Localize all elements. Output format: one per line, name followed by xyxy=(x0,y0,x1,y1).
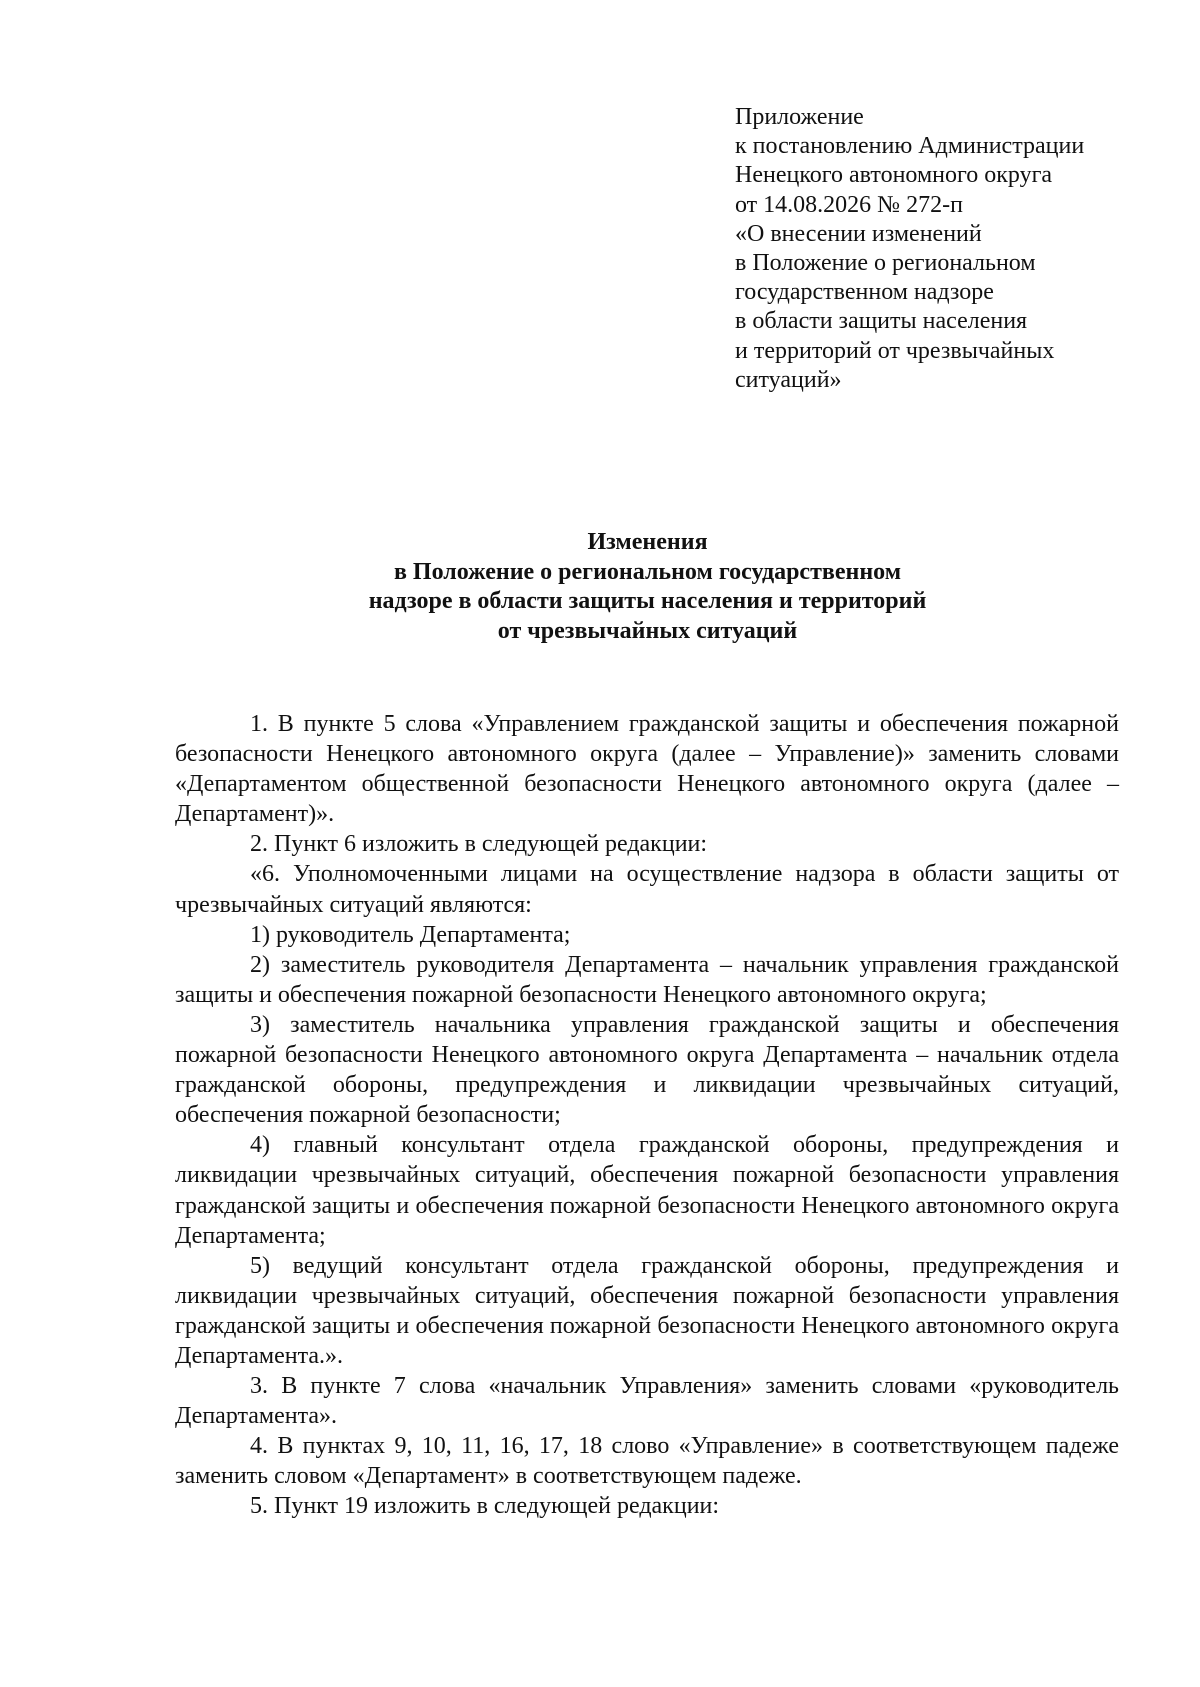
appendix-header xyxy=(735,103,1155,395)
document-body xyxy=(175,709,1119,1522)
appendix-line: «О внесении изменений xyxy=(735,220,982,247)
amendment-item-1: 1. В пункте 5 слова «Управлением гражданской защиты и обеспечения пожарной безопасности Ненецкого автономного округа (далее – Управление)» заменить словами «Департаментом общественной безопасности Ненецкого автономного округа (далее – Департамент)». xyxy=(175,711,1119,828)
appendix-line: к постановлению Администрации xyxy=(735,133,1085,160)
appendix-line: государственном надзоре xyxy=(735,279,994,306)
amendment-item-5: 5. Пункт 19 изложить в следующей редакции: xyxy=(250,1493,720,1520)
subclause-3: 3) заместитель начальника управления гражданской защиты и обеспечения пожарной безопасности Ненецкого автономного округа Департамента – начальник отдела гражданской обороны, предупреждения и ликвидации чрезвычайных ситуаций, обеспечения пожарной безопасности; xyxy=(175,1011,1119,1129)
subclause-1: 1) руководитель Департамента; xyxy=(250,921,571,948)
quoted-clause-6: «6. Уполномоченными лицами на осуществление надзора в области защиты от чрезвычайных ситуаций являются: xyxy=(175,861,1119,918)
appendix-line: от 14.08.2026 № 272-п xyxy=(735,191,963,218)
amendment-item-2: 2. Пункт 6 изложить в следующей редакции: xyxy=(250,831,708,858)
title-line: надзоре в области защиты населения и территорий xyxy=(368,588,927,614)
subclause-2: 2) заместитель руководителя Департамента – начальник управления гражданской защиты и обеспечения пожарной безопасности Ненецкого автономного округа; xyxy=(175,951,1119,1008)
appendix-line: и территорий от чрезвычайных xyxy=(735,337,1055,364)
appendix-line: в Положение о региональном xyxy=(735,250,1036,277)
title-line: от чрезвычайных ситуаций xyxy=(497,617,798,644)
appendix-line: ситуаций» xyxy=(735,366,842,393)
appendix-line: Ненецкого автономного округа xyxy=(735,162,1053,189)
subclause-4: 4) главный консультант отдела гражданской обороны, предупреждения и ликвидации чрезвычайных ситуаций, обеспечения пожарной безопасности управления гражданской защиты и обеспечения пожарной безопасности Ненецкого автономного округа Департамента; xyxy=(175,1132,1119,1249)
appendix-line: Приложение xyxy=(735,104,864,130)
amendment-item-4: 4. В пунктах 9, 10, 11, 16, 17, 18 слово «Управление» в соответствующем падеже заменить словом «Департамент» в соответствующем падеже. xyxy=(175,1433,1119,1490)
title-line: Изменения xyxy=(587,529,708,555)
amendment-item-3: 3. В пункте 7 слова «начальник Управления» заменить словами «руководитель Департамента». xyxy=(175,1373,1119,1430)
subclause-5: 5) ведущий консультант отдела гражданской обороны, предупреждения и ликвидации чрезвычайных ситуаций, обеспечения пожарной безопасности управления гражданской защиты и обеспечения пожарной безопасности Ненецкого автономного округа Департамента.». xyxy=(175,1252,1119,1369)
appendix-line: в области защиты населения xyxy=(735,308,1028,335)
document-title xyxy=(175,528,1120,646)
title-line: в Положение о региональном государственном xyxy=(393,558,902,585)
